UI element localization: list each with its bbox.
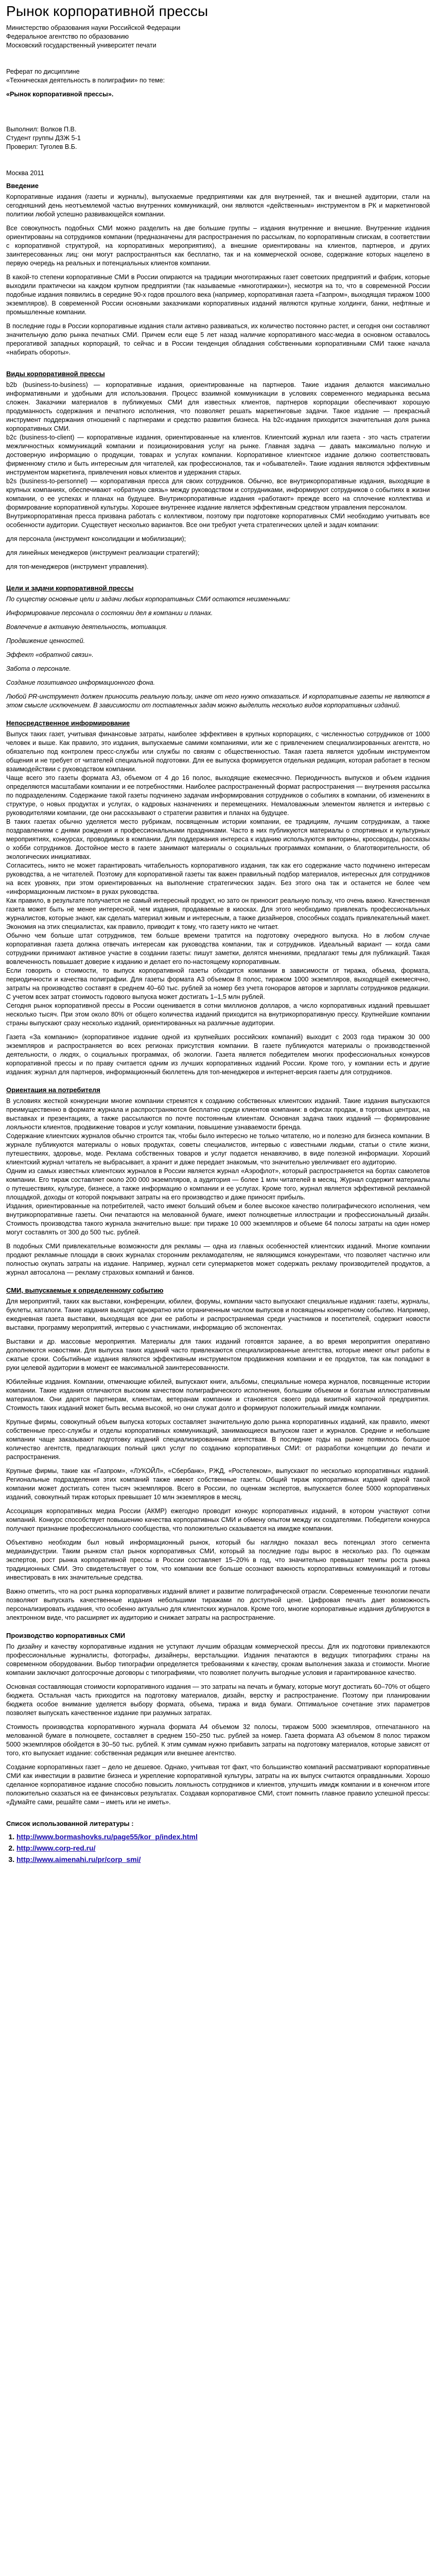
paragraph: В таких газетах обычно уделяется место рубрикам, посвященным истории компании, ее традициям, лучшим сотрудникам, а также поздравлениям с днями рождения и профессиональными праздниками. Часто в них публикуются материалы о спортивных и культурных мероприятиях, конкурсах, проводимых в компании. Для поддержания интереса к изданию используются викторины, кроссворды, рассказы о хобби сотрудников. Достойное место в газете занимают материалы о социальных программах компании, о благотворительности, об экологических инициативах. [6,818,430,860]
reference-link[interactable]: http://www.corp-red.ru/ [16,1844,96,1852]
paragraph: Согласитесь, никто не может гарантировать читабельность корпоративного издания, так как его содержание часто подчинено интересам руководства, а не читателей. Поэтому для корпоративной газеты так важен правильный подбор материалов, интересных для сотрудников на всех уровнях, при этом ориентированных на выполнение стратегических задач. Без этого она так и останется не более чем «информационным листком» в руках руководства. [6,862,430,895]
city-year: Москва 2011 [6,170,44,177]
paragraph: В какой-то степени корпоративные СМИ в России опираются на традиции многотиражных газет советских предприятий и фабрик, которые выходили практически на каждом крупном предприятии (так называемые «многотиражки»), несмотря на то, что в современной России подобные издания появились в середине 90-х годов прошлого века (например, корпоративная газета «Газпром», выходящая тиражом 1000 экземпляров). В современной России основными заказчиками корпоративных изданий являются крупные холдинги, банки, нефтяные и промышленные компании. [6,274,430,316]
intro-section [6,193,430,357]
paragraph: Для мероприятий, таких как выставки, конференции, юбилеи, форумы, компании часто выпускают специальные издания: газеты, журналы, буклеты, каталоги. Такие издания выходят однократно или ограниченным числом выпусков и посвящены конкретному событию. Например, ежедневная газета выставки, выходящая все дни ее работы и распространяемая среди участников и посетителей, содержит новости выставки, программу мероприятий, интервью с участниками, информацию об экспонентах. [6,1298,430,1331]
paragraph: Чаще всего это газеты формата А3, объемом от 4 до 16 полос, выходящие ежемесячно. Периодичность выпусков и объем издания определяются масштабами компании и ее потребностями. Наиболее распространенный формат распространения — внутренняя рассылка по подразделениям. Содержание такой газеты подчинено задачам информирования сотрудников о событиях в компании, об изменениях в структуре, о новых продуктах и услугах, о кадровых назначениях и перемещениях. Немаловажным элементом является и интервью с руководителями компании, где они рассказывают о стратегии развития и планах на будущее. [6,774,430,817]
referat-line: «Техническая деятельность в полиграфии» по теме: [6,77,165,84]
paragraph: Корпоративные издания (газеты и журналы), выпускаемые предприятиями как для внутренней, так и внешней аудитории, стали на сегодняшний день неотъемлемой частью внутренних коммуникаций, они являются «действенным» инструментом в РК и маркетинговой политики любой успешно развивающейся компании. [6,193,430,218]
refs-heading: Список использованной литературы : [6,1820,134,1827]
paragraph: Одним из самых известных клиентских журналов в России является журнал «Аэрофлот», который распространяется на бортах самолетов компании. Его тираж составляет около 200 000 экземпляров, а аудитория — более 1 млн читателей в месяц. Журнал содержит материалы о путешествиях, культуре, бизнесе, а также информацию о компании и ее услугах. Кроме того, журнал является эффективной рекламной площадкой, доходы от которой покрывают затраты на его производство и даже приносят прибыль. [6,1167,430,1201]
events-heading: СМИ, выпускаемые к определенному событию [6,1286,164,1294]
paragraph: Выпуск таких газет, учитывая финансовые затраты, наиболее эффективен в крупных корпорациях, с численностью сотрудников от 1000 человек и выше. Как правило, это издания, выпускаемые самими компаниями, или же с привлечением специализированных агентств, но обязательно под контролем пресс-службы или службы по связям с общественностью. Такая газета является удобным инструментом общения и не требует от читателей специальной подготовки. Для ее выпуска формируется отдельная редакция, которая работает в тесном взаимодействии с руководством компании. [6,731,430,773]
paragraph: Выставки и др. массовые мероприятия. Материалы для таких изданий готовятся заранее, а во время мероприятия оперативно дополняются новостями. Для выпуска таких изданий часто привлекаются специализированные агентства, которые имеют опыт работы в сжатые сроки. Событийные издания являются эффективным инструментом продвижения компании и ее продуктов, так как попадают в руки целевой аудитории в момент ее максимальной заинтересованности. [6,1338,430,1371]
goal-item: Создание позитивного информационного фона. [6,679,155,686]
referat-block [6,67,430,85]
paragraph: Крупные фирмы, такие как «Газпром», «ЛУКОЙЛ», «Сбербанк», РЖД, «Ростелеком», выпускают по несколько корпоративных изданий. Региональные подразделения этих компаний также имеют собственные газеты. Общий тираж корпоративных изданий одной такой компании может достигать сотен тысяч экземпляров. Всего в России, по оценкам экспертов, выпускается более 5000 корпоративных изданий, совокупный тираж которых превышает 10 млн экземпляров в месяц. [6,1467,430,1501]
audience-item: для линейных менеджеров (инструмент реализации стратегий); [6,549,200,556]
goals-heading: Цели и задачи корпоративной прессы [6,584,134,592]
reference-item [16,1842,430,1854]
paragraph: Газета «За компанию» (корпоративное издание одной из крупнейших российских компаний) выходит с 2003 года тиражом 30 000 экземпляров и распространяется во всех регионах присутствия компании. В газете публикуются материалы о производственной деятельности, о людях, о социальных программах, об экологии. Газета является победителем многих профессиональных конкурсов корпоративной прессы и по праву считается одним из лучших корпоративных изданий России. Кроме того, у компании есть и другие издания: журнал для партнеров, информационный бюллетень для топ-менеджеров и интернет-версия газеты для сотрудников. [6,1033,430,1076]
goal-item: Эффект «обратной связи». [6,651,94,658]
paragraph: b2s (business-to-personnel) — корпоративная пресса для своих сотрудников. Обычно, все внутрикорпоративные издания, выходящие в крупных компаниях, обеспечивают «обратную связь» между руководством и сотрудниками, информируют сотрудников о событиях в жизни компании, о ее успехах и планах на будущее. Внутрикорпоративные издания «работают» прежде всего на сплочение коллектива и формирование корпоративной культуры. Хорошее внутреннее издание является эффективным средством управления персоналом. [6,478,430,511]
paragraph: Внутрикорпоративная пресса призвана работать с коллективом, поэтому при подготовке корпоративных СМИ необходимо учитывать все особенности аудитории. Существует несколько вариантов. Все они требуют учета стратегических целей и задач компании: [6,513,430,529]
paragraph: По дизайну и качеству корпоративные издания не уступают лучшим образцам коммерческой прессы. Для их подготовки привлекаются профессиональные журналисты, фотографы, дизайнеры, верстальщики. Издания печатаются в ведущих типографиях страны на современном оборудовании. Выбор типографии определяется требованиями к качеству, срокам выполнения заказа и стоимости. Многие компании заключают долгосрочные договоры с типографиями, что позволяет получить выгодные условия и гарантированное качество. [6,1643,430,1676]
paragraph: b2c (business-to-client) — корпоративные издания, ориентированные на клиентов. Клиентский журнал или газета - это часть стратегии межличностных коммуникаций компании и позиционирования услуг на рынке. Главная задача — давать максимально полную и достоверную информацию о продукции, товарах и услугах компании. Корпоративное клиентское издание должно соответствовать фирменному стилю и быть интересным для читателей, как профессионалов, так и «обывателей». Такие издания являются эффективным инструментом маркетинга, привлечения новых клиентов и удержания старых. [6,434,430,476]
goal-item: Вовлечение в активную деятельность, мотивация. [6,623,168,631]
topic-line: «Рынок корпоративной прессы». [6,91,114,98]
direct-section [6,730,430,1077]
target-section [6,1097,430,1277]
paragraph: Создание корпоративных газет – дело не дешевое. Однако, учитывая тот факт, что большинство компаний рассматривают корпоративные СМИ как инвестиции в развитие бизнеса и укрепление корпоративной культуры, затраты на их выпуск считаются оправданными. Хорошо сделанное корпоративное издание способно повысить лояльность сотрудников и клиентов, улучшить имидж компании и в конечном итоге положительно сказаться на ее финансовых результатах. Создавая корпоративное СМИ, стоит помнить главное правило успешной прессы: «Думайте сами, решайте сами – иметь или не иметь». [6,1764,430,1806]
paragraph: b2b (business-to-business) — корпоративные издания, ориентированные на партнеров. Такие издания делаются максимально информативными и удобными для использования. Процесс взаимной коммуникации в условиях современного медиарынка весьма сложен. Заказчики материалов в публикуемых СМИ для известных клиентов, партнеров корпорации обеспечивают хорошую продуманность содержания и печатного исполнения, что позволяет решать маркетинговые задачи. Такое издание — прекрасный инструмент поддержания отношений с партнерами и средство развития бизнеса. На b2c-издания приходится значительная доля рынка корпоративных СМИ. [6,381,430,432]
paragraph: Сегодня рынок корпоративной прессы в России оценивается в сотни миллионов долларов, а число корпоративных изданий превышает несколько тысяч. При этом около 80% от общего количества изданий приходится на внутрикорпоративную прессу. Крупнейшие компании страны выпускают сразу несколько изданий, ориентированных на различные аудитории. [6,1002,430,1027]
goal-item: Информирование персонала о состоянии дел в компании и планах. [6,609,213,617]
header-block [6,24,430,50]
reference-item [16,1854,430,1865]
types-heading: Виды корпоративной прессы [6,370,105,378]
goal-item: Забота о персонале. [6,665,71,672]
paragraph: Важно отметить, что на рост рынка корпоративных изданий влияет и развитие полиграфической отрасли. Современные технологии печати позволяют выпускать качественные издания небольшими тиражами по доступной цене. Цифровая печать дает возможность персонализировать издания, что особенно актуально для клиентских журналов. Кроме того, многие корпоративные издания дублируются в электронном виде, что расширяет их аудиторию и снижает затраты на распространение. [6,1588,430,1621]
referat-line: Реферат по дисциплине [6,68,80,75]
paragraph: Крупные фирмы, совокупный объем выпуска которых составляет значительную долю рынка корпоративных изданий, как правило, имеют собственные пресс-службы и отделы корпоративных коммуникаций, занимающиеся выпуском газет и журналов. Средние и небольшие компании чаще заказывают подготовку изданий специализированным агентствам. В последние годы на рынке появилось большое количество агентств, предлагающих полный цикл услуг по созданию корпоративных СМИ: от разработки концепции до печати и распространения. [6,1418,430,1461]
paragraph: В подобных СМИ привлекательные возможности для рекламы — одна из главных особенностей клиентских изданий. Многие компании продают рекламные площади в своих журналах сторонним рекламодателям, не являющимся конкурентами, что позволяет частично или полностью окупать затраты на издание. Например, журнал сети супермаркетов может содержать рекламу производителей продуктов, а журнал автосалона — рекламу страховых компаний и банков. [6,1243,430,1276]
author-line: Проверил: Туголев В.Б. [6,143,77,150]
document-title: Рынок корпоративной прессы [6,3,208,19]
references-list [6,1831,430,1865]
direct-heading: Непосредственное информирование [6,719,130,727]
author-line: Студент группы ДЗЖ 5-1 [6,134,81,142]
events-section [6,1297,430,1622]
production-heading: Производство корпоративных СМИ [6,1632,126,1639]
header-line: Федеральное агентство по образованию [6,33,129,40]
reference-link[interactable]: http://www.bormashovks.ru/page55/kor_p/index.html [16,1833,198,1841]
paragraph: Юбилейные издания. Компании, отмечающие юбилей, выпускают книги, альбомы, специальные номера журналов, посвященные истории компании. Такие издания отличаются высоким качеством полиграфического исполнения, большим объемом и богатым иллюстративным материалом. Они дарятся партнерам, клиентам, ветеранам компании и становятся своего рода визитной карточкой предприятия. Стоимость таких изданий может быть весьма высокой, но они служат долго и формируют положительный имидж компании. [6,1378,430,1412]
paragraph: Стоимость производства корпоративного журнала формата А4 объемом 32 полосы, тиражом 5000 экземпляров, отпечатанного на мелованной бумаге в полноцвете, составляет в среднем 150–250 тыс. рублей за номер. Газета формата А3 объемом 8 полос тиражом 5000 экземпляров обойдется в 30–50 тыс. рублей. К этим суммам нужно прибавить затраты на подготовку материалов, которые зависят от того, кто выпускает издание: собственная редакция или внешнее агентство. [6,1723,430,1757]
audience-item: для персонала (инструмент консолидации и мобилизации); [6,535,186,543]
paragraph: Основная составляющая стоимости корпоративного издания — это затраты на печать и бумагу, которые могут достигать 60–70% от общего бюджета. Остальная часть приходится на подготовку материалов, дизайн, верстку и распространение. Поэтому при планировании бюджета особое внимание уделяется выбору формата, объема, тиража и вида бумаги. Оптимальное сочетание этих параметров позволяет выпускать качественное издание при разумных затратах. [6,1683,430,1717]
author-line: Выполнил: Волков П.В. [6,126,77,133]
goals-section [6,595,430,710]
audience-item: для топ-менеджеров (инструмент управления). [6,563,149,570]
paragraph: Как правило, в результате получается не самый интересный продукт, но зато он приносит реальную пользу, что очень важно. Качественная газета может быть не менее интересной, чем издания, продаваемые в киосках. Для этого необходимо привлекать профессиональных журналистов, которые знают, как сделать материал живым и интересным, а также дизайнеров, способных создать привлекательный макет. Экономия на этих специалистах, как правило, приводит к тому, что газету никто не читает. [6,897,430,930]
goals-closing: Любой PR-инструмент должен приносить реальную пользу, иначе от него нужно отказаться. И корпоративные газеты не являются в этом смысле исключением. В зависимости от поставленных задач можно выделить несколько видов корпоративных изданий. [6,693,430,709]
header-line: Министерство образования науки Российской Федерации [6,24,181,31]
reference-item [16,1831,430,1842]
target-heading: Ориентация на потребителя [6,1086,100,1094]
author-block [6,125,430,151]
production-section [6,1642,430,1807]
paragraph: Обычно чем больше штат сотрудников, тем больше времени тратится на подготовку очередного выпуска. Но в любом случае корпоративная газета должна отвечать интересам как руководства компании, так и сотрудников. Идеальный вариант — когда сами сотрудники принимают активное участие в создании газеты: пишут заметки, делятся мнениями, предлагают темы для публикаций. Такая вовлеченность повышает доверие к изданию и делает его по-настоящему корпоративным. [6,932,430,965]
reference-link[interactable]: http://www.aimenahi.ru/pr/corp_smi/ [16,1855,141,1863]
paragraph: Все совокупность подобных СМИ можно разделить на две большие группы – издания внутренние и внешние. Внутренние издания ориентированы на сотрудников компании (предназначены для распространения по рассылкам, по корпоративным спискам, в соответствии с корпоративной структурой, на корпоративных мероприятиях), а внешние ориентированы на клиентов, партнеров, и других заинтересованных лиц: они могут распространяться как бесплатно, так и на коммерческой основе, содержание которых нацелено в первую очередь на реальных и потенциальных клиентов компании. [6,225,430,267]
goal-item: Продвижение ценностей. [6,637,85,645]
paragraph: Ассоциация корпоративных медиа России (АКМР) ежегодно проводит конкурс корпоративных изданий, в котором участвуют сотни компаний. Конкурс способствует повышению качества корпоративных СМИ и обмену опытом между их создателями. Победители конкурса получают признание профессионального сообщества, что положительно сказывается на имидже компании. [6,1507,430,1532]
paragraph: В условиях жесткой конкуренции многие компании стремятся к созданию собственных клиентских изданий. Такие издания выпускаются преимущественно в формате журнала и распространяются бесплатно среди клиентов компании: в офисах продаж, в торговых центрах, на выставках и презентациях, а также рассылаются по почте постоянным клиентам. Основная задача таких изданий — формирование лояльности клиентов, продвижение товаров и услуг компании, повышение узнаваемости бренда. [6,1097,430,1131]
paragraph: Если говорить о стоимости, то выпуск корпоративной газеты обходится компании в зависимости от тиража, объема, формата, периодичности и качества полиграфии. Для газеты формата А3 объемом 8 полос, тиражом 1000 экземпляров, выходящей ежемесячно, затраты на производство составят в среднем 40–60 тыс. рублей за номер без учета гонораров авторов и зарплаты сотрудников редакции. С учетом всех затрат стоимость годового выпуска может достигать 1–1,5 млн рублей. [6,967,430,1001]
paragraph: Объективно необходим был новый информационный рынок, который бы наглядно показал весь потенциал этого сегмента медиаиндустрии. Таким рынком стал рынок корпоративных СМИ, который за последние годы вырос в несколько раз. По оценкам экспертов, рост рынка корпоративной прессы в России составляет 15–20% в год, что значительно превышает темпы роста рынка традиционных СМИ. Это свидетельствует о том, что компании все больше осознают важность корпоративных коммуникаций и готовы инвестировать в них значительные средства. [6,1539,430,1581]
header-line: Московский государственный университет печати [6,42,156,49]
paragraph: В последние годы в России корпоративные издания стали активно развиваться, их количество постоянно растет, и сегодня они составляют значительную долю рынка печатных СМИ. Причем если еще 5 лет назад наличие корпоративного масс-медиа в основном оставалось прерогативой западных корпораций, то сейчас и в России тенденция обладания собственными корпоративными СМИ также начала «набирать обороты». [6,323,430,356]
types-section [6,381,430,571]
goals-intro: По существу основные цели и задачи любых корпоративных СМИ остаются неизменными: [6,596,290,603]
paragraph: Издания, ориентированные на потребителей, часто имеют больший объем и более высокое качество полиграфического исполнения, чем внутрикорпоративные газеты. Они печатаются на мелованной бумаге, имеют полноцветные иллюстрации и профессиональный дизайн. Стоимость производства такого журнала значительно выше: при тираже 10 000 экземпляров и объеме 64 полосы затраты на один номер могут составлять от 300 до 500 тыс. рублей. [6,1202,430,1236]
paragraph: Содержание клиентских журналов обычно строится так, чтобы было интересно не только читателю, но и полезно для бизнеса компании. В журнале публикуются материалы о новых продуктах, советы специалистов, интервью с известными людьми, статьи о стиле жизни, путешествиях, здоровье, моде. Реклама собственных товаров и услуг подается ненавязчиво, в виде полезной информации. Хороший клиентский журнал читатель не выбрасывает, а хранит и даже передает знакомым, что значительно увеличивает его аудиторию. [6,1132,430,1166]
intro-heading: Введение [6,182,39,190]
